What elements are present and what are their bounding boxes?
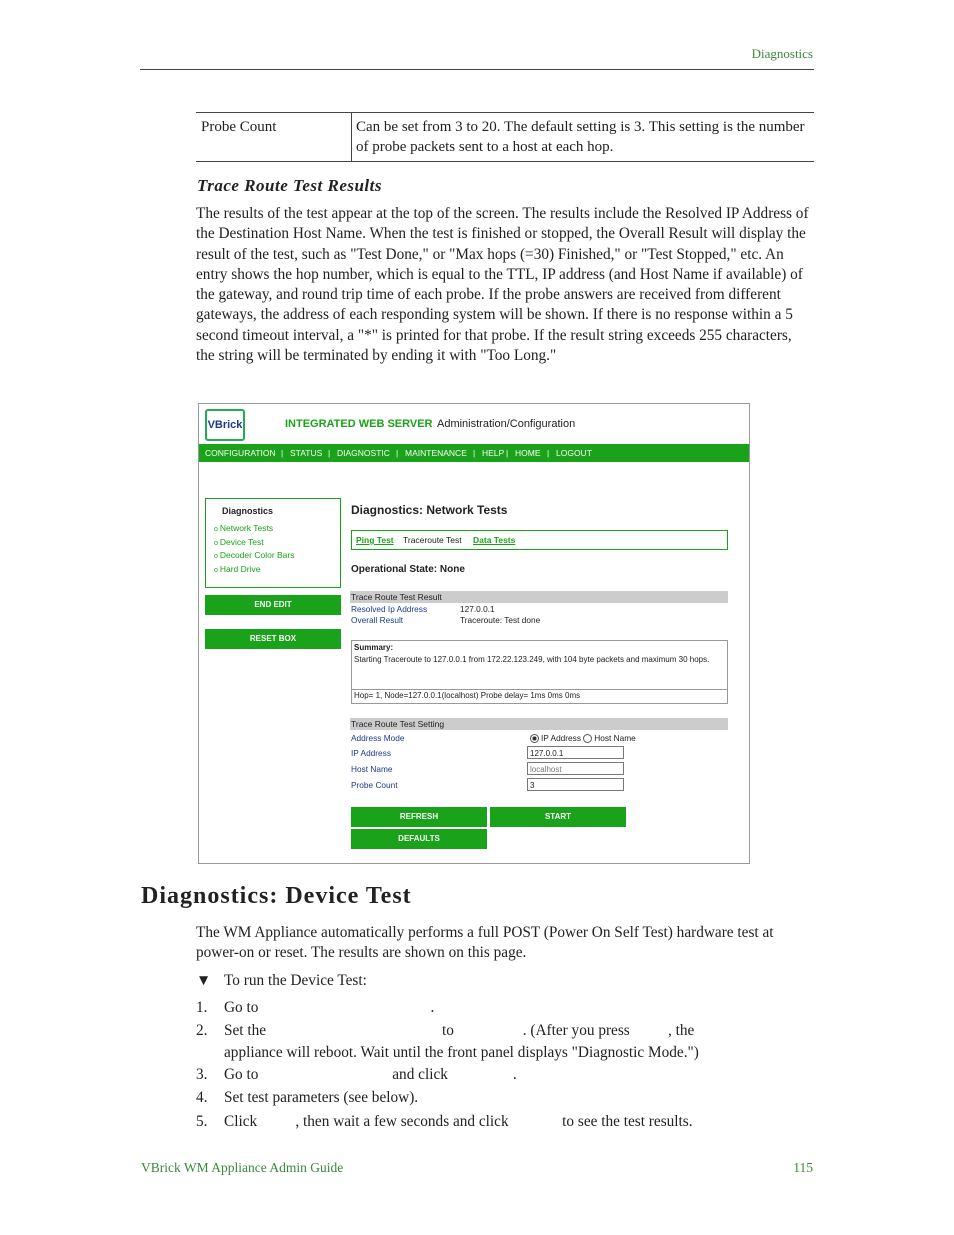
page-number: 115 bbox=[793, 1160, 813, 1175]
overall-label: Overall Result bbox=[351, 615, 404, 625]
step-text: Go to . bbox=[224, 999, 435, 1016]
nav-bar bbox=[199, 444, 749, 462]
page-title: Diagnostics: Network Tests bbox=[351, 503, 508, 517]
step-number: 3. bbox=[196, 1066, 208, 1083]
radio-ip-label: IP Address bbox=[541, 733, 581, 743]
hop-result bbox=[351, 689, 728, 704]
resolved-value: 127.0.0.1 bbox=[460, 604, 495, 614]
step-text: Go to and click . bbox=[224, 1066, 517, 1083]
device-test-intro: The WM Appliance automatically performs a full POST (Power On Self Test) hardware test at power-on or reset. The results are shown on this page. bbox=[196, 924, 774, 962]
nav-configuration[interactable]: CONFIGURATION bbox=[205, 448, 276, 458]
radio-host-name[interactable] bbox=[583, 734, 592, 743]
nav-logout[interactable]: LOGOUT bbox=[556, 448, 592, 458]
operational-state: Operational State: None bbox=[351, 564, 465, 575]
section-heading: Diagnostics: Device Test bbox=[141, 883, 412, 909]
step-number: 5. bbox=[196, 1113, 208, 1130]
sidebar-title: Diagnostics bbox=[222, 506, 274, 516]
nav-diagnostic[interactable]: DIAGNOSTIC bbox=[337, 448, 390, 458]
nav-sep: | bbox=[281, 448, 284, 458]
reset-box-button[interactable]: RESET BOX bbox=[205, 629, 341, 649]
bullet-icon: ▼ bbox=[196, 972, 212, 989]
host-name-input[interactable]: localhost bbox=[527, 762, 624, 775]
nav-maintenance[interactable]: MAINTENANCE bbox=[405, 448, 467, 458]
probe-count-input[interactable]: 3 bbox=[527, 778, 624, 791]
header-rule bbox=[140, 69, 814, 70]
vbrick-logo: VBrick bbox=[205, 409, 245, 441]
tab-data-tests[interactable]: Data Tests bbox=[473, 535, 516, 545]
start-button[interactable]: START bbox=[490, 807, 626, 827]
sidebar-item-color-bars[interactable]: o Decoder Color Bars bbox=[214, 550, 294, 560]
param-name: Probe Count bbox=[196, 113, 352, 162]
step-number: 4. bbox=[196, 1089, 208, 1106]
running-header: Diagnostics bbox=[751, 46, 813, 61]
ip-address-input[interactable]: 127.0.0.1 bbox=[527, 746, 624, 759]
nav-help[interactable]: HELP bbox=[482, 448, 505, 458]
defaults-button[interactable]: DEFAULTS bbox=[351, 829, 487, 849]
trace-results-heading: Trace Route Test Results bbox=[197, 176, 382, 195]
radio-host-label: Host Name bbox=[594, 733, 636, 743]
summary-box bbox=[351, 640, 728, 690]
radio-ip-address[interactable] bbox=[530, 734, 539, 743]
table-row bbox=[196, 113, 814, 162]
tab-traceroute-test: Traceroute Test bbox=[403, 535, 462, 545]
resolved-label: Resolved Ip Address bbox=[351, 604, 428, 614]
web-server-screenshot bbox=[198, 403, 750, 864]
result-header: Trace Route Test Result bbox=[350, 591, 728, 603]
param-description: Can be set from 3 to 20. The default setting is 3. This setting is the number of probe packets sent to a host at each hop. bbox=[352, 113, 815, 162]
nav-status[interactable]: STATUS bbox=[290, 448, 323, 458]
sidebar-item-hard-drive[interactable]: o Hard Drive bbox=[214, 564, 260, 574]
sidebar-item-network-tests[interactable]: o Network Tests bbox=[214, 523, 273, 533]
step-text: Click , then wait a few seconds and click to see the test results. bbox=[224, 1113, 693, 1130]
nav-sep: | bbox=[473, 448, 476, 458]
summary-text: Starting Traceroute to 127.0.0.1 from 172.22.123.249, with 104 byte packets and maximum 30 hops. bbox=[354, 655, 710, 664]
refresh-button[interactable]: REFRESH bbox=[351, 807, 487, 827]
tab-ping-test[interactable]: Ping Test bbox=[356, 535, 394, 545]
nav-home[interactable]: HOME bbox=[515, 448, 541, 458]
ip-address-label: IP Address bbox=[351, 748, 391, 758]
nav-sep: | bbox=[547, 448, 550, 458]
end-edit-button[interactable]: END EDIT bbox=[205, 595, 341, 615]
hop-line: Hop= 1, Node=127.0.0.1(localhost) Probe delay= 1ms 0ms 0ms bbox=[354, 691, 581, 700]
procedure-intro: To run the Device Test: bbox=[224, 972, 367, 989]
address-mode-label: Address Mode bbox=[351, 733, 405, 743]
host-name-label: Host Name bbox=[351, 764, 393, 774]
setting-header: Trace Route Test Setting bbox=[350, 718, 728, 730]
step-number: 1. bbox=[196, 999, 208, 1016]
probe-count-label: Probe Count bbox=[351, 780, 398, 790]
nav-sep: | bbox=[396, 448, 399, 458]
test-tabs bbox=[351, 530, 728, 550]
step-number: 2. bbox=[196, 1022, 208, 1039]
overall-value: Traceroute: Test done bbox=[460, 615, 541, 625]
sidebar bbox=[205, 498, 341, 588]
step-text: appliance will reboot. Wait until the front panel displays "Diagnostic Mode.") bbox=[224, 1044, 699, 1061]
step-text: Set the to . (After you press , the bbox=[224, 1022, 695, 1039]
context-label: Administration/Configuration bbox=[437, 418, 576, 430]
footer-title: VBrick WM Appliance Admin Guide bbox=[141, 1160, 344, 1175]
summary-label: Summary: bbox=[354, 643, 394, 652]
trace-results-body: The results of the test appear at the top of the screen. The results include the Resolved IP Address of the Destination Host Name. When the test is finished or stopped, the Overall Result will display the result of the test, such as "Test Done," or "Max hops (=30) Finished," or "Test Stopped," etc. An entry shows the hop number, which is equal to the TTL, IP address (and Host Name if available) of the gateway, and round trip time of each probe. If the probe answers are received from different gateways, the address of each responding system will be shown. If there is no response within a 5 second timeout interval, a "*" is printed for that probe. If the result string exceeds 255 characters, the string will be terminated by ending it with "Too Long." bbox=[196, 205, 809, 365]
nav-sep: | bbox=[506, 448, 509, 458]
nav-sep: | bbox=[328, 448, 331, 458]
product-name: INTEGRATED WEB SERVER bbox=[285, 418, 433, 430]
parameter-table bbox=[196, 112, 814, 162]
sidebar-item-device-test[interactable]: o Device Test bbox=[214, 537, 264, 547]
address-mode-options bbox=[530, 733, 636, 743]
step-text: Set test parameters (see below). bbox=[224, 1089, 419, 1106]
